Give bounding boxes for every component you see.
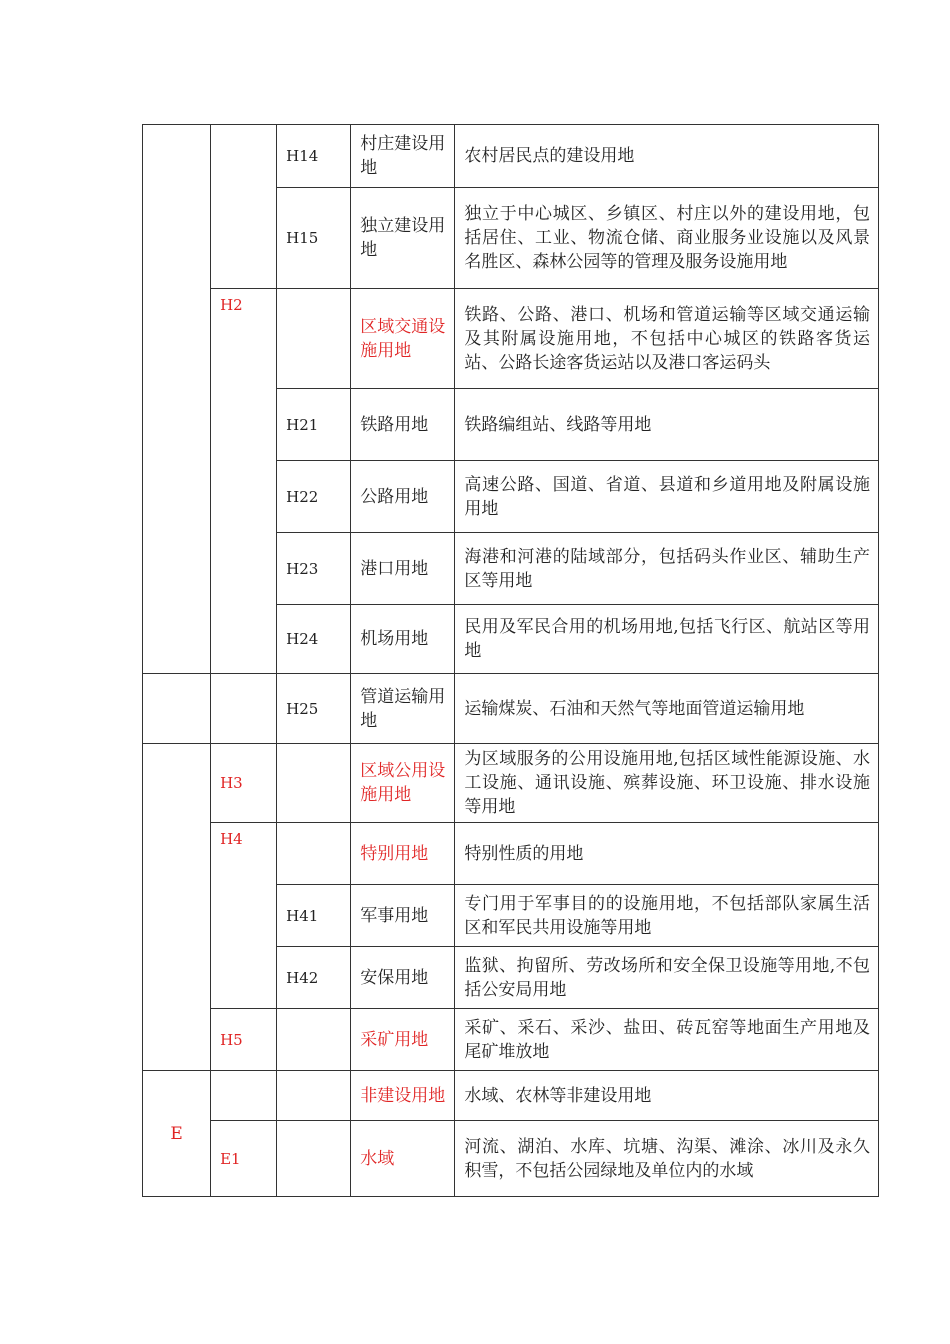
sub-code-cell xyxy=(277,1009,351,1071)
table-row xyxy=(143,1009,879,1071)
class-name-cell: 独立建设用地 xyxy=(351,188,455,289)
major-class-cell xyxy=(143,125,211,674)
class-description-cell: 运输煤炭、石油和天然气等地面管道运输用地 xyxy=(455,674,879,744)
class-description-cell: 为区域服务的公用设施用地,包括区域性能源设施、水工设施、通讯设施、殡葬设施、环卫设施、排水设施等用地 xyxy=(455,744,879,823)
class-name-cell: 管道运输用地 xyxy=(351,674,455,744)
major-class-cell xyxy=(143,744,211,1071)
class-name-cell: 军事用地 xyxy=(351,885,455,947)
sub-code-cell xyxy=(277,1121,351,1197)
class-description-cell: 监狱、拘留所、劳改场所和安全保卫设施等用地,不包括公安局用地 xyxy=(455,947,879,1009)
sub-code-cell: H23 xyxy=(277,533,351,605)
sub-code-cell: H42 xyxy=(277,947,351,1009)
sub-code-cell: H21 xyxy=(277,389,351,461)
table-row xyxy=(143,1121,879,1197)
group-code-cell: H4 xyxy=(211,823,277,1009)
class-name-cell: 机场用地 xyxy=(351,605,455,674)
class-name-cell: 铁路用地 xyxy=(351,389,455,461)
group-code-cell: H3 xyxy=(211,744,277,823)
class-name-cell: 村庄建设用地 xyxy=(351,125,455,188)
class-description-cell: 独立于中心城区、乡镇区、村庄以外的建设用地，包括居住、工业、物流仓储、商业服务业设施以及风景名胜区、森林公园等的管理及服务设施用地 xyxy=(455,188,879,289)
class-name-cell: 公路用地 xyxy=(351,461,455,533)
sub-code-cell: H15 xyxy=(277,188,351,289)
sub-code-cell: H22 xyxy=(277,461,351,533)
group-code-cell xyxy=(211,1071,277,1121)
table-row xyxy=(143,1071,879,1121)
class-name-cell: 非建设用地 xyxy=(351,1071,455,1121)
group-code-cell: H2 xyxy=(211,289,277,674)
sub-code-cell: H24 xyxy=(277,605,351,674)
table-row xyxy=(143,744,879,823)
sub-code-cell: H25 xyxy=(277,674,351,744)
class-name-cell: 港口用地 xyxy=(351,533,455,605)
class-description-cell: 民用及军民合用的机场用地,包括飞行区、航站区等用地 xyxy=(455,605,879,674)
class-description-cell: 采矿、采石、采沙、盐田、砖瓦窑等地面生产用地及尾矿堆放地 xyxy=(455,1009,879,1071)
class-description-cell: 河流、湖泊、水库、坑塘、沟渠、滩涂、冰川及永久积雪，不包括公园绿地及单位内的水域 xyxy=(455,1121,879,1197)
class-description-cell: 海港和河港的陆域部分，包括码头作业区、辅助生产区等用地 xyxy=(455,533,879,605)
major-class-cell xyxy=(143,674,211,744)
class-description-cell: 专门用于军事目的的设施用地，不包括部队家属生活区和军民共用设施等用地 xyxy=(455,885,879,947)
table-row xyxy=(143,674,879,744)
sub-code-cell xyxy=(277,744,351,823)
class-name-cell: 安保用地 xyxy=(351,947,455,1009)
group-code-cell: H5 xyxy=(211,1009,277,1071)
group-code-cell xyxy=(211,125,277,289)
land-use-classification-table xyxy=(142,124,879,1197)
class-name-cell: 区域交通设施用地 xyxy=(351,289,455,389)
group-code-cell: E1 xyxy=(211,1121,277,1197)
sub-code-cell xyxy=(277,823,351,885)
class-description-cell: 农村居民点的建设用地 xyxy=(455,125,879,188)
class-name-cell: 采矿用地 xyxy=(351,1009,455,1071)
sub-code-cell xyxy=(277,1071,351,1121)
class-description-cell: 特别性质的用地 xyxy=(455,823,879,885)
group-code-cell xyxy=(211,674,277,744)
sub-code-cell: H14 xyxy=(277,125,351,188)
class-description-cell: 铁路、公路、港口、机场和管道运输等区域交通运输及其附属设施用地，不包括中心城区的铁路客货运站、公路长途客货运站以及港口客运码头 xyxy=(455,289,879,389)
class-name-cell: 特别用地 xyxy=(351,823,455,885)
sub-code-cell xyxy=(277,289,351,389)
class-name-cell: 水域 xyxy=(351,1121,455,1197)
sub-code-cell: H41 xyxy=(277,885,351,947)
class-name-cell: 区域公用设施用地 xyxy=(351,744,455,823)
table-row xyxy=(143,823,879,885)
class-description-cell: 高速公路、国道、省道、县道和乡道用地及附属设施用地 xyxy=(455,461,879,533)
class-description-cell: 铁路编组站、线路等用地 xyxy=(455,389,879,461)
class-description-cell: 水域、农林等非建设用地 xyxy=(455,1071,879,1121)
table-row xyxy=(143,289,879,389)
table-row xyxy=(143,125,879,188)
major-class-cell: E xyxy=(143,1071,211,1197)
